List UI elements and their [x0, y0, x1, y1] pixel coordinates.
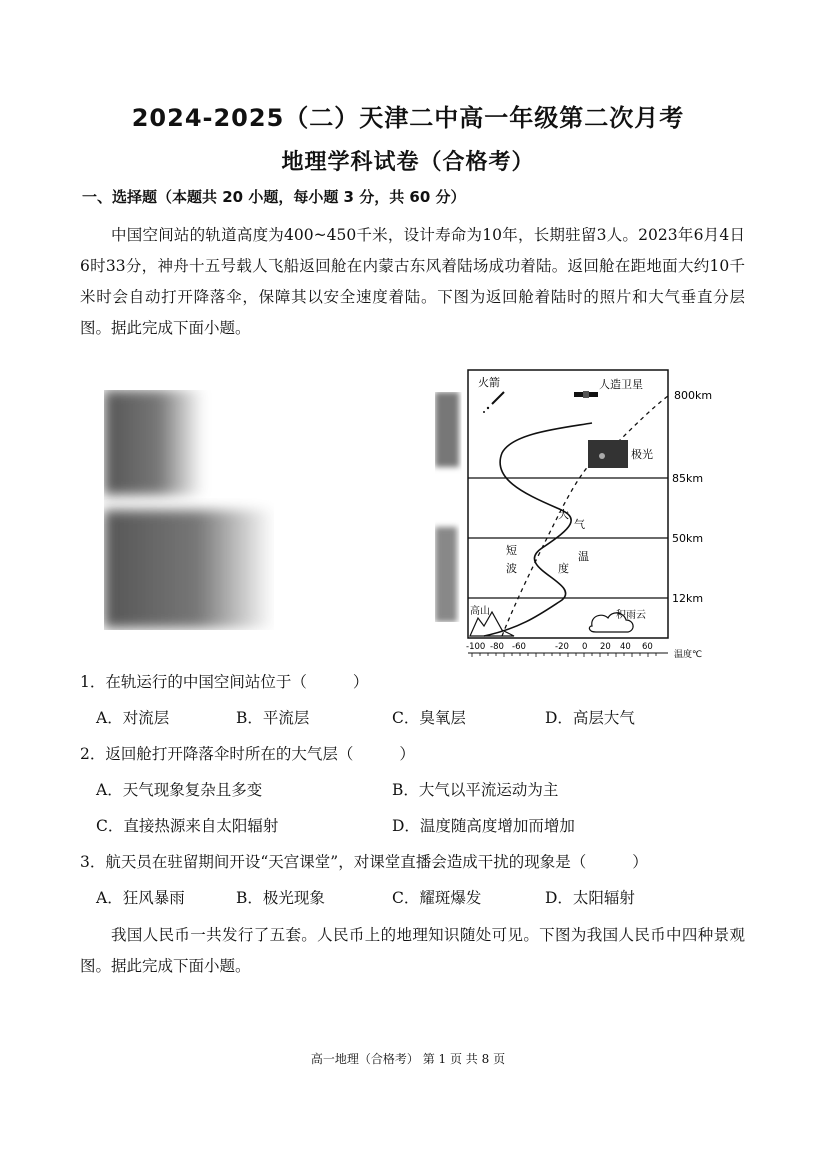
label-shortwave-char-2: 波: [506, 562, 517, 575]
q3-option-a[interactable]: A．狂风暴雨: [96, 889, 185, 907]
page-footer: 高一地理（合格考） 第 1 页 共 8 页: [310, 1052, 506, 1066]
x-tick-label: -60: [512, 642, 526, 652]
capsule-landing-photo: [104, 390, 274, 630]
question-1-stem: 1．在轨运行的中国空间站位于（: [80, 673, 307, 691]
q3-option-c[interactable]: C．耀斑爆发: [392, 889, 482, 907]
question-2-stem-end: ）: [399, 745, 415, 763]
q2-option-d[interactable]: D．温度随高度增加而增加: [392, 817, 575, 835]
question-3-stem: 3．航天员在驻留期间开设“天宫课堂”，对课堂直播会造成干扰的现象是（: [80, 853, 587, 871]
question-1: [80, 670, 368, 692]
x-tick-label: 0: [582, 642, 588, 652]
section-heading: 一、选择题（本题共 20 小题，每小题 3 分，共 60 分）: [82, 188, 466, 206]
alt-label-85: 85km: [672, 472, 704, 485]
label-atm-char-4: 度: [558, 562, 569, 575]
x-axis-minor-ticks: [472, 653, 656, 657]
question-2-stem: 2．返回舱打开降落伞时所在的大气层（: [80, 745, 354, 763]
passage-space-station: 中国空间站的轨道高度为400~450千米，设计寿命为10年，长期驻留3人。2023年6月4日6时33分，神舟十五号载人飞船返回舱在内蒙古东风着陆场成功着陆。返回舱在距地面大约10千米时会自动打开降落伞，保障其以安全速度着陆。下图为返回舱着陆时的照片和大气垂直分层图。据此完成下面小题。: [80, 226, 745, 337]
alt-label-12: 12km: [672, 592, 704, 605]
x-tick-label: 40: [620, 642, 631, 652]
exam-title: 2024-2025（二）天津二中高一年级第二次月考: [131, 104, 685, 132]
question-1-stem-end: ）: [352, 673, 369, 691]
label-atm-char-2: 气: [574, 518, 585, 531]
label-rocket: 火箭: [478, 376, 500, 389]
q3-option-d[interactable]: D．太阳辐射: [545, 889, 635, 907]
satellite-icon: [574, 391, 598, 398]
alt-label-800: 800km: [674, 389, 713, 402]
q1-option-c[interactable]: C．臭氧层: [392, 709, 466, 727]
passage-rmb: 我国人民币一共发行了五套。人民币上的地理知识随处可见。下图为我国人民币中四种景观图。据此完成下面小题。: [80, 926, 745, 975]
label-mountain: 高山: [470, 606, 490, 617]
exam-subtitle: 地理学科试卷（合格考）: [281, 150, 535, 175]
q2-option-b[interactable]: B．大气以平流运动为主: [392, 781, 559, 799]
label-satellite: 人造卫星: [599, 378, 643, 391]
x-tick-label: 20: [600, 642, 611, 652]
aurora-box: [588, 440, 628, 468]
shortwave-path: [502, 453, 602, 636]
atmosphere-layer-diagram: [462, 368, 724, 668]
label-aurora: 极光: [631, 448, 653, 461]
x-axis-unit: 温度℃: [674, 650, 703, 660]
question-2: [80, 742, 415, 764]
x-tick-label: 60: [642, 642, 653, 652]
x-tick-label: -80: [490, 642, 504, 652]
label-shortwave-char-1: 短: [506, 544, 517, 557]
alt-label-50: 50km: [672, 532, 704, 545]
x-tick-label: -20: [555, 642, 569, 652]
q1-option-d[interactable]: D．高层大气: [545, 709, 635, 727]
question-3-stem-end: ）: [632, 853, 648, 871]
q1-option-a[interactable]: A．对流层: [96, 709, 170, 727]
label-atm-char-3: 温: [578, 550, 589, 563]
rocket-icon: [483, 392, 504, 413]
q3-option-b[interactable]: B．极光现象: [236, 889, 325, 907]
photo-edge-strip: [435, 392, 465, 622]
label-cloud: 积雨云: [616, 610, 646, 621]
q2-option-a[interactable]: A．天气现象复杂且多变: [96, 781, 263, 799]
q2-option-c[interactable]: C．直接热源来自太阳辐射: [96, 817, 279, 835]
question-3: [80, 850, 648, 872]
q1-option-b[interactable]: B．平流层: [236, 709, 310, 727]
label-atm-char-1: 大: [558, 508, 569, 521]
x-tick-label: -100: [466, 642, 486, 652]
